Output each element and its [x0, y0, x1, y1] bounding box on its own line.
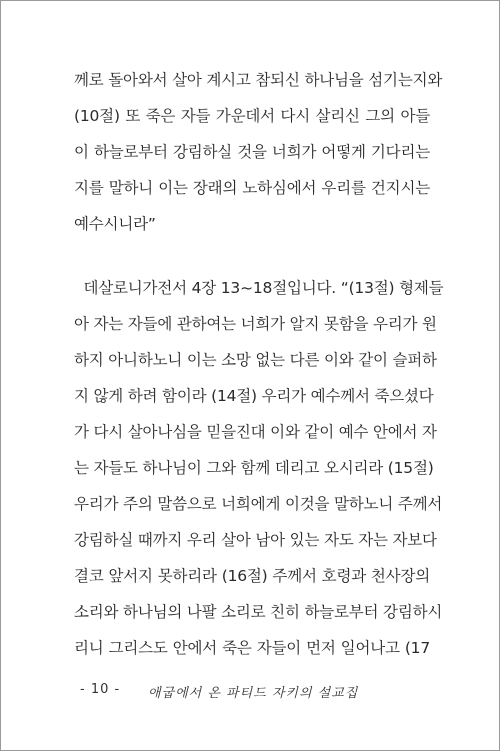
paragraph-2	[74, 270, 444, 666]
paragraph-1	[74, 62, 443, 242]
text-line: (10절) 또 죽은 자들 가운데서 다시 살리신 그의 아들	[74, 107, 430, 125]
text-line: 지 않게 하려 함이라 (14절) 우리가 예수께서 죽으셨다	[74, 387, 434, 405]
text-line: 아 자는 자들에 관하여는 너희가 알지 못함을 우리가 원	[74, 315, 437, 333]
page-number: - 10 -	[80, 682, 121, 697]
running-title: 애굽에서 온 파티드 자키의 설교집	[148, 686, 359, 701]
text-line: 데살로니가전서 4장 13~18절입니다. “(13절) 형제들	[74, 279, 444, 297]
page-footer	[74, 682, 430, 706]
text-line: 는 자들도 하나님이 그와 함께 데리고 오시리라 (15절)	[74, 459, 434, 477]
text-line: 결코 앞서지 못하리라 (16절) 주께서 호령과 천사장의	[74, 567, 430, 585]
text-line: 우리가 주의 말씀으로 너희에게 이것을 말하노니 주께서	[74, 495, 443, 513]
text-line: 지를 말하니 이는 장래의 노하심에서 우리를 건지시는	[74, 179, 430, 197]
text-line: 소리와 하나님의 나팔 소리로 친히 하늘로부터 강림하시	[74, 603, 443, 621]
text-line: 께로 돌아와서 살아 계시고 참되신 하나님을 섬기는지와	[74, 71, 443, 89]
text-line: 리니 그리스도 안에서 죽은 자들이 먼저 일어나고 (17	[74, 639, 430, 657]
text-line: 하지 아니하노니 이는 소망 없는 다른 이와 같이 슬퍼하	[74, 351, 437, 369]
text-line: 예수시니라”	[74, 215, 156, 233]
text-line: 가 다시 살아나심을 믿을진대 이와 같이 예수 안에서 자	[74, 423, 437, 441]
text-line: 이 하늘로부터 강림하실 것을 너희가 어떻게 기다리는	[74, 143, 430, 161]
text-line: 강림하실 때까지 우리 살아 남아 있는 자도 자는 자보다	[74, 531, 437, 549]
